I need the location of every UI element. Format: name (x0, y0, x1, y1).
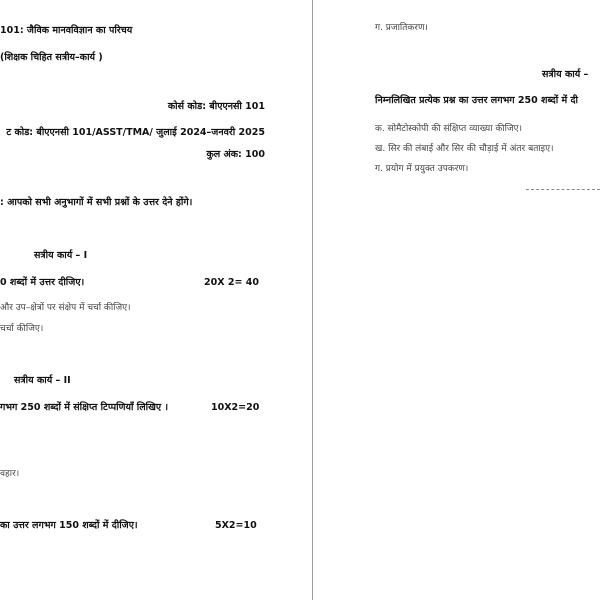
right-question-prompt: निम्नलिखित प्रत्येक प्रश्न का उत्तर लगभग 250 शब्दों में दी (375, 95, 578, 106)
section-2-heading: सत्रीय कार्य – II (14, 375, 71, 386)
page-divider (312, 0, 313, 600)
section-1-item-1: और उप–क्षेत्रों पर संक्षेप में चर्चा कीजिए। (0, 303, 131, 313)
end-separator-line (526, 189, 600, 190)
section-1-marks: 20X 2= 40 (204, 277, 259, 288)
right-item-2: ख. सिर की लंबाई और सिर की चौड़ाई में अंतर बताइए। (375, 144, 554, 154)
section-1-question-prompt: 0 शब्दों में उत्तर दीजिए। (0, 277, 85, 288)
section-1-item-2: चर्चा कीजिए। (0, 324, 44, 334)
section-3-marks: 5X2=10 (215, 520, 257, 531)
total-marks: कुल अंक: 100 (206, 149, 265, 160)
right-item-3: ग. प्रयोग में प्रयुक्त उपकरण। (375, 164, 469, 174)
section-2-marks: 10X2=20 (211, 402, 260, 413)
section-2-item-1: वहार। (0, 469, 20, 479)
course-code: कोर्स कोड: बीएएनसी 101 (167, 101, 265, 112)
right-document-page (314, 0, 600, 600)
section-3-question-prompt: का उत्तर लगभग 150 शब्दों में दीजिए। (0, 520, 138, 531)
right-section-heading: सत्रीय कार्य – (542, 69, 589, 80)
right-top-item: ग. प्रजातिकरण। (375, 23, 428, 33)
course-title: 101: जैविक मानवविज्ञान का परिचय (0, 25, 133, 36)
assignment-code: ट कोड: बीएएनसी 101/ASST/TMA/ जुलाई 2024–जनवरी 2025 (6, 127, 265, 138)
section-1-heading: सत्रीय कार्य – I (34, 250, 88, 261)
section-2-question-prompt: गभग 250 शब्दों में संक्षिप्त टिप्पणियाँ लिखिए । (0, 402, 169, 413)
assignment-type: (शिक्षक चिहित सत्रीय–कार्य ) (0, 52, 103, 63)
general-instruction: : आपको सभी अनुभागों में सभी प्रश्नों के उत्तर देने होंगे। (0, 197, 193, 208)
right-item-1: क. सोमैटोस्कोपी की संक्षिप्त व्याख्या कीजिए। (375, 124, 523, 134)
